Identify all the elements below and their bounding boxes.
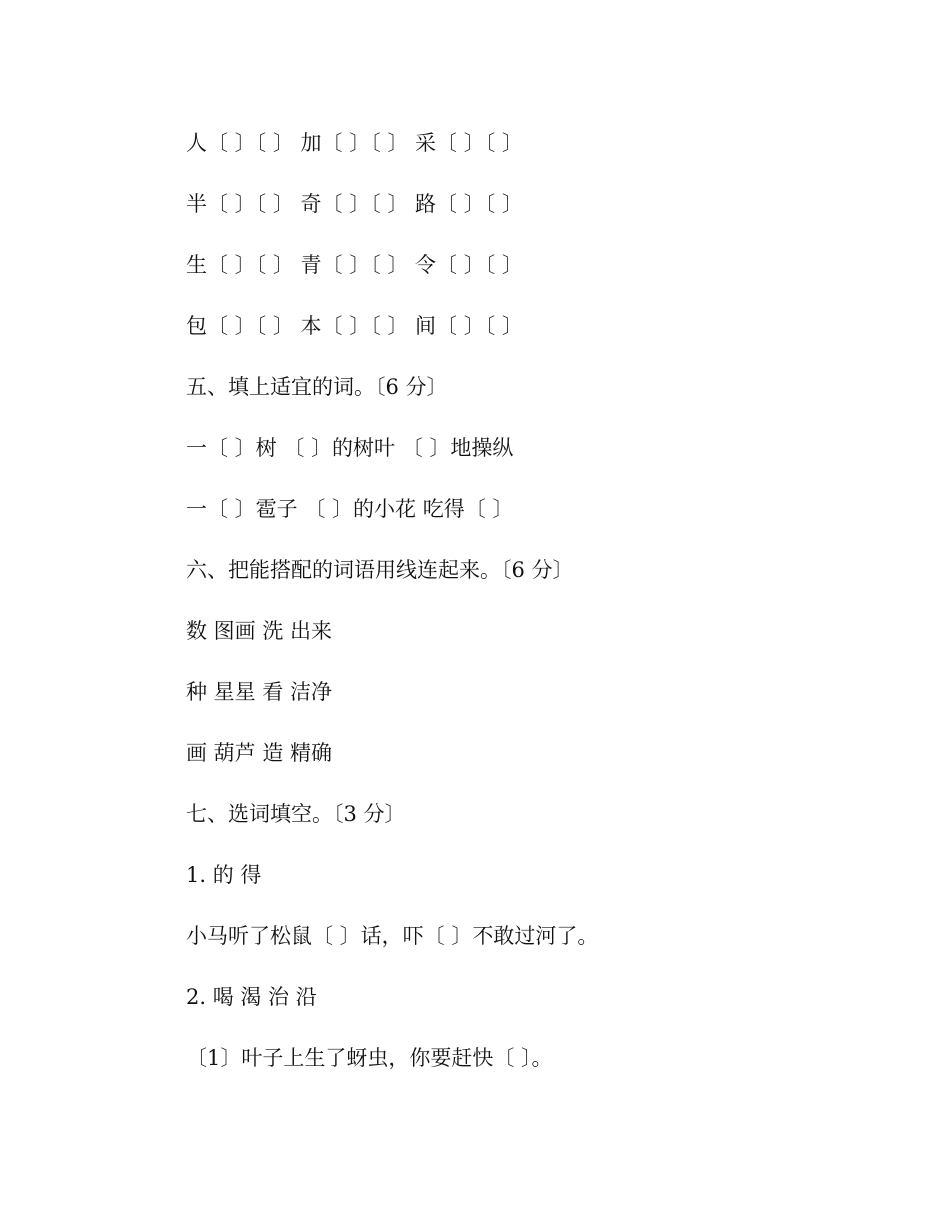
section-five-line-1: 一〔 〕树 〔 〕的树叶 〔 〕地操纵 bbox=[186, 436, 514, 460]
section-seven-heading: 七、选词填空。〔3 分〕 bbox=[186, 802, 406, 826]
section-five-line-2: 一〔 〕雹子 〔 〕的小花 吃得〔 〕 bbox=[186, 497, 514, 521]
section-five-heading: 五、填上适宜的词。〔6 分〕 bbox=[186, 375, 448, 399]
fill-row-ban: 半〔 〕〔 〕 奇〔 〕〔 〕 路〔 〕〔 〕 bbox=[186, 192, 523, 216]
question-2-options: 2. 喝 渴 治 沿 bbox=[186, 985, 317, 1009]
fill-row-ren: 人〔 〕〔 〕 加〔 〕〔 〕 采〔 〕〔 〕 bbox=[186, 131, 523, 155]
match-row-3: 画 葫芦 造 精确 bbox=[186, 741, 333, 765]
question-1-sentence: 小马听了松鼠〔 〕话，吓〔 〕不敢过河了。 bbox=[186, 924, 599, 948]
fill-row-bao: 包〔 〕〔 〕 本〔 〕〔 〕 间〔 〕〔 〕 bbox=[186, 314, 523, 338]
match-row-1: 数 图画 洗 出来 bbox=[186, 619, 333, 643]
section-six-heading: 六、把能搭配的词语用线连起来。〔6 分〕 bbox=[186, 558, 574, 582]
fill-row-sheng: 生〔 〕〔 〕 青〔 〕〔 〕 令〔 〕〔 〕 bbox=[186, 253, 523, 277]
document-page bbox=[186, 121, 886, 1097]
match-row-2: 种 星星 看 洁净 bbox=[186, 680, 333, 704]
question-1-options: 1. 的 得 bbox=[186, 863, 262, 887]
question-2-sentence-1: 〔1〕叶子上生了蚜虫，你要赶快〔 〕。 bbox=[186, 1046, 553, 1070]
